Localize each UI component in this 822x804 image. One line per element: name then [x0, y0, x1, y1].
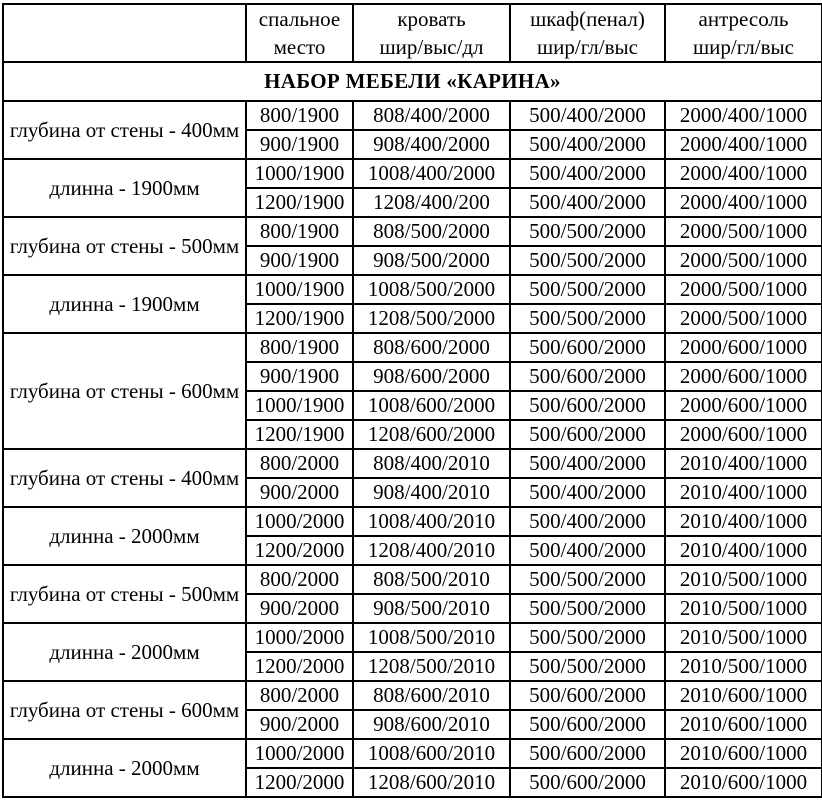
table-row	[3, 449, 822, 478]
wardrobe-size-cell: 500/500/2000	[510, 246, 665, 275]
wardrobe-size-cell: 500/500/2000	[510, 275, 665, 304]
title-row	[3, 62, 822, 101]
wardrobe-size-cell: 500/600/2000	[510, 420, 665, 449]
header-cell-bed: кровать шир/выс/дл	[353, 4, 510, 62]
bed-size-cell: 908/500/2000	[353, 246, 510, 275]
sleeping-place-cell: 1200/2000	[246, 652, 353, 681]
sleeping-place-cell: 900/1900	[246, 246, 353, 275]
bed-size-cell: 1208/600/2000	[353, 420, 510, 449]
bed-size-cell: 1008/400/2010	[353, 507, 510, 536]
header-cell-sleeping-place: спальное место	[246, 4, 353, 62]
bed-size-cell: 1208/600/2010	[353, 768, 510, 797]
mezzanine-size-cell: 2000/500/1000	[665, 246, 822, 275]
sleeping-place-cell: 1000/1900	[246, 391, 353, 420]
wardrobe-size-cell: 500/400/2000	[510, 507, 665, 536]
mezzanine-size-cell: 2010/500/1000	[665, 623, 822, 652]
mezzanine-size-cell: 2010/600/1000	[665, 768, 822, 797]
table-row	[3, 101, 822, 130]
table-row	[3, 681, 822, 710]
mezzanine-size-cell: 2000/400/1000	[665, 188, 822, 217]
bed-size-cell: 1008/400/2000	[353, 159, 510, 188]
mezzanine-size-cell: 2010/400/1000	[665, 507, 822, 536]
table-row	[3, 159, 822, 188]
wardrobe-size-cell: 500/600/2000	[510, 739, 665, 768]
bed-size-cell: 1208/400/2010	[353, 536, 510, 565]
mezzanine-size-cell: 2010/400/1000	[665, 449, 822, 478]
wardrobe-size-cell: 500/600/2000	[510, 768, 665, 797]
mezzanine-size-cell: 2000/500/1000	[665, 275, 822, 304]
bed-size-cell: 808/400/2000	[353, 101, 510, 130]
sleeping-place-cell: 800/2000	[246, 449, 353, 478]
mezzanine-size-cell: 2010/600/1000	[665, 710, 822, 739]
mezzanine-size-cell: 2010/600/1000	[665, 681, 822, 710]
table-row	[3, 565, 822, 594]
sleeping-place-cell: 800/2000	[246, 565, 353, 594]
wardrobe-size-cell: 500/600/2000	[510, 391, 665, 420]
header-empty-cell	[3, 4, 246, 62]
mezzanine-size-cell: 2000/500/1000	[665, 304, 822, 333]
bed-size-cell: 1008/600/2000	[353, 391, 510, 420]
sleeping-place-cell: 900/2000	[246, 478, 353, 507]
mezzanine-size-cell: 2000/400/1000	[665, 101, 822, 130]
table-title: НАБОР МЕБЕЛИ «КАРИНА»	[3, 62, 822, 101]
group-label-cell: глубина от стены - 400мм	[3, 449, 246, 507]
table-row	[3, 275, 822, 304]
sleeping-place-cell: 900/2000	[246, 710, 353, 739]
sleeping-place-cell: 1200/2000	[246, 536, 353, 565]
mezzanine-size-cell: 2000/600/1000	[665, 420, 822, 449]
bed-size-cell: 808/600/2000	[353, 333, 510, 362]
sleeping-place-cell: 900/1900	[246, 362, 353, 391]
bed-size-cell: 808/500/2000	[353, 217, 510, 246]
wardrobe-size-cell: 500/400/2000	[510, 536, 665, 565]
mezzanine-size-cell: 2000/600/1000	[665, 362, 822, 391]
sleeping-place-cell: 1200/1900	[246, 188, 353, 217]
bed-size-cell: 1008/500/2000	[353, 275, 510, 304]
bed-size-cell: 1208/500/2010	[353, 652, 510, 681]
group-label-cell: длинна - 2000мм	[3, 507, 246, 565]
table-row	[3, 623, 822, 652]
sleeping-place-cell: 1000/1900	[246, 275, 353, 304]
bed-size-cell: 1208/500/2000	[353, 304, 510, 333]
table-row	[3, 507, 822, 536]
bed-size-cell: 808/600/2010	[353, 681, 510, 710]
wardrobe-size-cell: 500/400/2000	[510, 101, 665, 130]
mezzanine-size-cell: 2000/400/1000	[665, 130, 822, 159]
group-label-cell: глубина от стены - 600мм	[3, 681, 246, 739]
header-cell-mezzanine: антресоль шир/гл/выс	[665, 4, 822, 62]
table-row	[3, 333, 822, 362]
wardrobe-size-cell: 500/500/2000	[510, 217, 665, 246]
mezzanine-size-cell: 2010/500/1000	[665, 652, 822, 681]
mezzanine-size-cell: 2010/600/1000	[665, 739, 822, 768]
mezzanine-size-cell: 2000/500/1000	[665, 217, 822, 246]
group-label-cell: длинна - 2000мм	[3, 739, 246, 797]
sleeping-place-cell: 1000/2000	[246, 507, 353, 536]
group-label-cell: глубина от стены - 500мм	[3, 217, 246, 275]
sleeping-place-cell: 800/1900	[246, 101, 353, 130]
table-row	[3, 217, 822, 246]
mezzanine-size-cell: 2010/400/1000	[665, 536, 822, 565]
mezzanine-size-cell: 2010/400/1000	[665, 478, 822, 507]
bed-size-cell: 1008/500/2010	[353, 623, 510, 652]
mezzanine-size-cell: 2010/500/1000	[665, 594, 822, 623]
sleeping-place-cell: 1200/2000	[246, 768, 353, 797]
wardrobe-size-cell: 500/400/2000	[510, 478, 665, 507]
wardrobe-size-cell: 500/600/2000	[510, 710, 665, 739]
sleeping-place-cell: 800/2000	[246, 681, 353, 710]
bed-size-cell: 808/400/2010	[353, 449, 510, 478]
table-row	[3, 739, 822, 768]
wardrobe-size-cell: 500/600/2000	[510, 681, 665, 710]
group-label-cell: глубина от стены - 500мм	[3, 565, 246, 623]
group-label-cell: глубина от стены - 600мм	[3, 333, 246, 449]
bed-size-cell: 908/400/2010	[353, 478, 510, 507]
furniture-size-table	[2, 3, 822, 798]
sleeping-place-cell: 900/1900	[246, 130, 353, 159]
bed-size-cell: 908/600/2000	[353, 362, 510, 391]
sleeping-place-cell: 900/2000	[246, 594, 353, 623]
wardrobe-size-cell: 500/400/2000	[510, 188, 665, 217]
bed-size-cell: 1208/400/200	[353, 188, 510, 217]
sleeping-place-cell: 800/1900	[246, 217, 353, 246]
wardrobe-size-cell: 500/500/2000	[510, 594, 665, 623]
mezzanine-size-cell: 2000/600/1000	[665, 391, 822, 420]
bed-size-cell: 908/400/2000	[353, 130, 510, 159]
header-cell-wardrobe: шкаф(пенал) шир/гл/выс	[510, 4, 665, 62]
wardrobe-size-cell: 500/500/2000	[510, 623, 665, 652]
sleeping-place-cell: 1200/1900	[246, 304, 353, 333]
wardrobe-size-cell: 500/600/2000	[510, 333, 665, 362]
mezzanine-size-cell: 2010/500/1000	[665, 565, 822, 594]
wardrobe-size-cell: 500/500/2000	[510, 652, 665, 681]
mezzanine-size-cell: 2000/400/1000	[665, 159, 822, 188]
bed-size-cell: 908/600/2010	[353, 710, 510, 739]
sleeping-place-cell: 1000/2000	[246, 739, 353, 768]
mezzanine-size-cell: 2000/600/1000	[665, 333, 822, 362]
group-label-cell: длинна - 1900мм	[3, 159, 246, 217]
wardrobe-size-cell: 500/400/2000	[510, 449, 665, 478]
wardrobe-size-cell: 500/600/2000	[510, 362, 665, 391]
group-label-cell: длинна - 2000мм	[3, 623, 246, 681]
sleeping-place-cell: 800/1900	[246, 333, 353, 362]
header-row	[3, 4, 822, 62]
sleeping-place-cell: 1000/1900	[246, 159, 353, 188]
group-label-cell: глубина от стены - 400мм	[3, 101, 246, 159]
wardrobe-size-cell: 500/400/2000	[510, 130, 665, 159]
bed-size-cell: 808/500/2010	[353, 565, 510, 594]
wardrobe-size-cell: 500/500/2000	[510, 565, 665, 594]
bed-size-cell: 1008/600/2010	[353, 739, 510, 768]
wardrobe-size-cell: 500/500/2000	[510, 304, 665, 333]
sleeping-place-cell: 1000/2000	[246, 623, 353, 652]
wardrobe-size-cell: 500/400/2000	[510, 159, 665, 188]
sleeping-place-cell: 1200/1900	[246, 420, 353, 449]
group-label-cell: длинна - 1900мм	[3, 275, 246, 333]
bed-size-cell: 908/500/2010	[353, 594, 510, 623]
